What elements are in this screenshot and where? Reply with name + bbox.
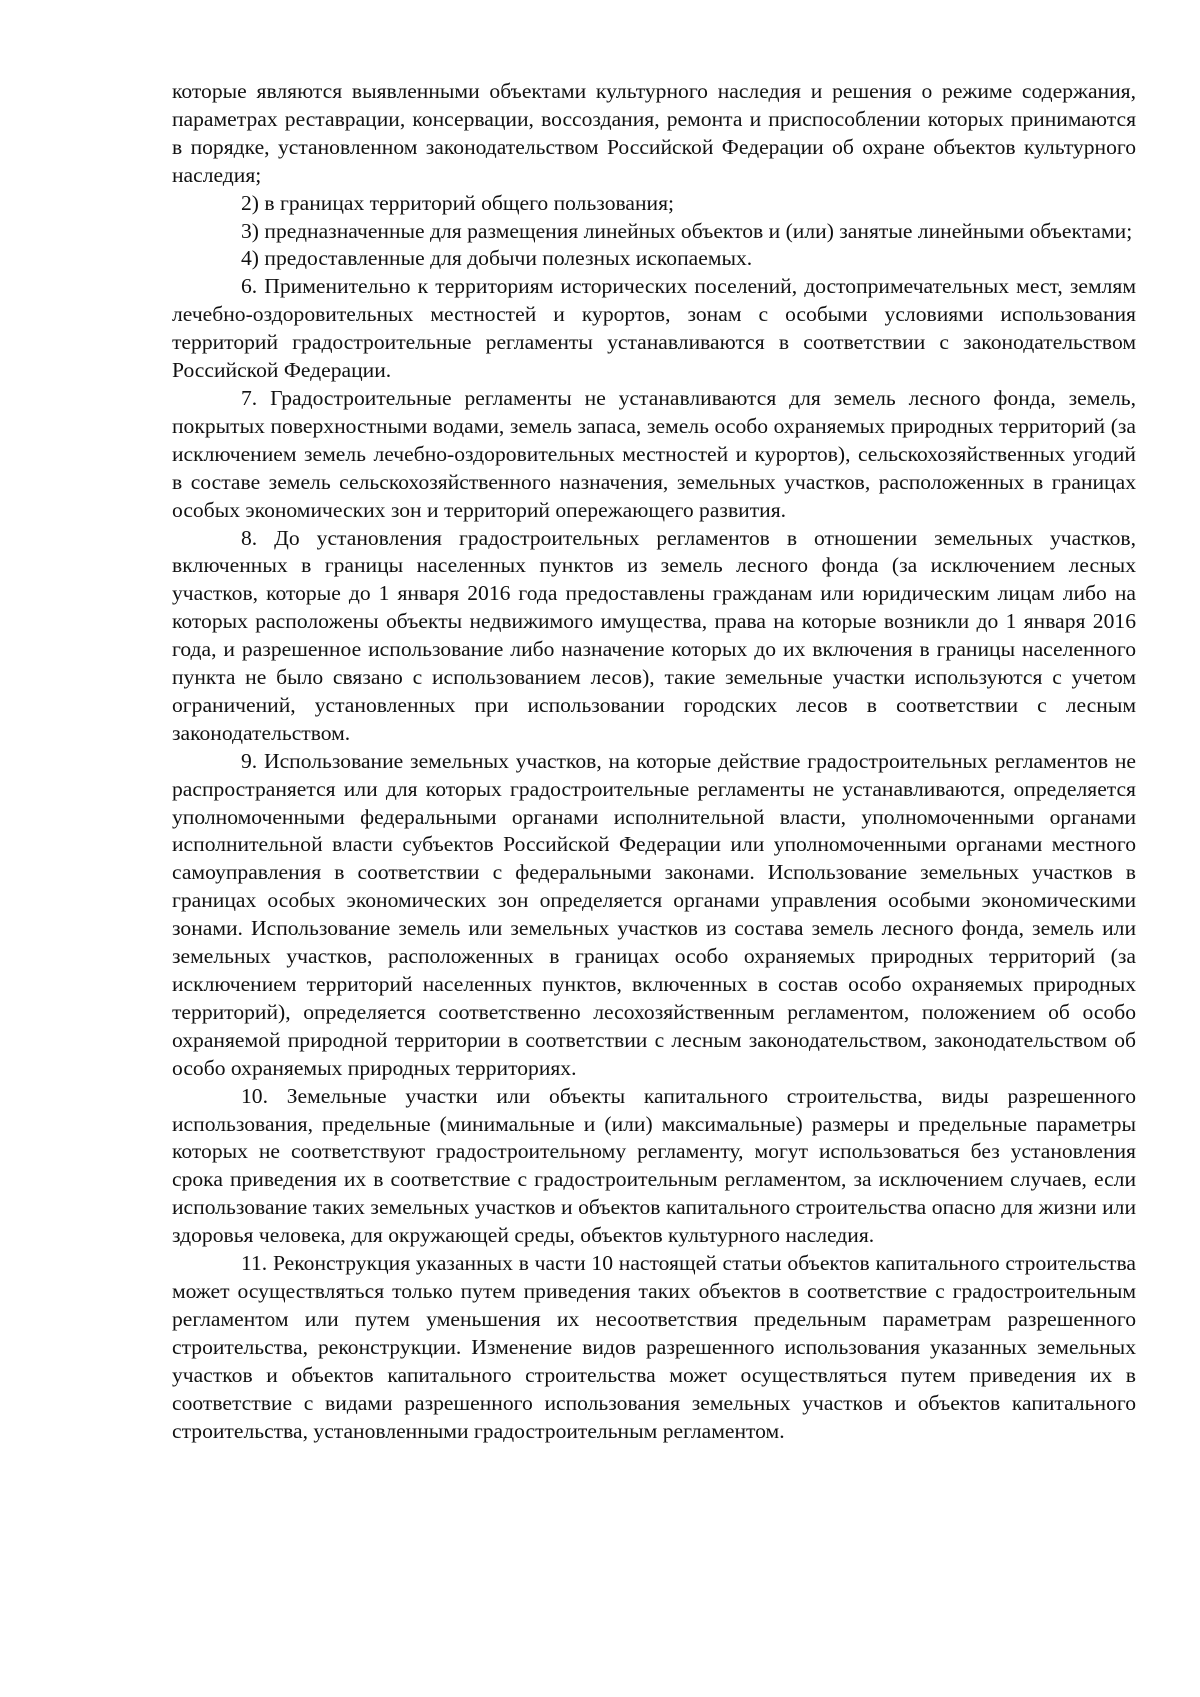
- paragraph-item-4: 4) предоставленные для добычи полезных ископаемых.: [241, 246, 753, 271]
- document-page: [172, 78, 1136, 1445]
- paragraph-intro-continuation: которые являются выявленными объектами культурного наследия и решения о режиме содержания, параметрах реставрации, консервации, воссоздания, ремонта и приспособлении которых принимаются в порядке, установленном законодательством Российской Федерации об охране объектов культурного наследия;: [172, 79, 1136, 187]
- paragraph-7: 7. Градостроительные регламенты не устанавливаются для земель лесного фонда, земель, покрытых поверхностными водами, земель запаса, земель особо охраняемых природных территорий (за исключением земель лечебно-оздоровительных местностей и курортов), сельскохозяйственных угодий в составе земель сельскохозяйственного назначения, земельных участков, расположенных в границах особых экономических зон и территорий опережающего развития.: [172, 385, 1136, 522]
- paragraph-item-3: 3) предназначенные для размещения линейных объектов и (или) занятые линейными объектами;: [241, 218, 1133, 243]
- paragraph-11: 11. Реконструкция указанных в части 10 настоящей статьи объектов капитального строительства может осуществляться только путем приведения таких объектов в соответствие с градостроительным регламентом или путем уменьшения их несоответствия предельным параметрам разрешенного строительства, реконструкции. Изменение видов разрешенного использования указанных земельных участков и объектов капитального строительства может осуществляться путем приведения их в соответствие с видами разрешенного использования земельных участков и объектов капитального строительства, установленными градостроительным регламентом.: [172, 1251, 1136, 1443]
- paragraph-8: 8. До установления градостроительных регламентов в отношении земельных участков, включенных в границы населенных пунктов из земель лесного фонда (за исключением лесных участков, которые до 1 января 2016 года предоставлены гражданам или юридическим лицам либо на которых расположены объекты недвижимого имущества, права на которые возникли до 1 января 2016 года, и разрешенное использование либо назначение которых до их включения в границы населенного пункта не было связано с использованием лесов), такие земельные участки используются с учетом ограничений, установленных при использовании городских лесов в соответствии с лесным законодательством.: [172, 525, 1136, 745]
- paragraph-10: 10. Земельные участки или объекты капитального строительства, виды разрешенного использования, предельные (минимальные и (или) максимальные) размеры и предельные параметры которых не соответствуют градостроительному регламенту, могут использоваться без установления срока приведения их в соответствие с градостроительным регламентом, за исключением случаев, если использование таких земельных участков и объектов капитального строительства опасно для жизни или здоровья человека, для окружающей среды, объектов культурного наследия.: [172, 1083, 1136, 1248]
- paragraph-6: 6. Применительно к территориям исторических поселений, достопримечательных мест, землям лечебно-оздоровительных местностей и курортов, зонам с особыми условиями использования территорий градостроительные регламенты устанавливаются в соответствии с законодательством Российской Федерации.: [172, 274, 1136, 383]
- paragraph-9: 9. Использование земельных участков, на которые действие градостроительных регламентов не распространяется или для которых градостроительные регламенты не устанавливаются, определяется уполномоченными федеральными органами исполнительной власти, уполномоченными органами исполнительной власти субъектов Российской Федерации или уполномоченными органами местного самоуправления в соответствии с федеральными законами. Использование земельных участков в границах особых экономических зон определяется органами управления особыми экономическими зонами. Использование земель или земельных участков из состава земель лесного фонда, земель или земельных участков, расположенных в границах особо охраняемых природных территорий (за исключением территорий населенных пунктов, включенных в состав особо охраняемых природных территорий), определяется соответственно лесохозяйственным регламентом, положением об особо охраняемой природной территории в соответствии с лесным законодательством, законодательством об особо охраняемых природных территориях.: [172, 748, 1136, 1080]
- paragraph-item-2: 2) в границах территорий общего пользования;: [241, 190, 675, 215]
